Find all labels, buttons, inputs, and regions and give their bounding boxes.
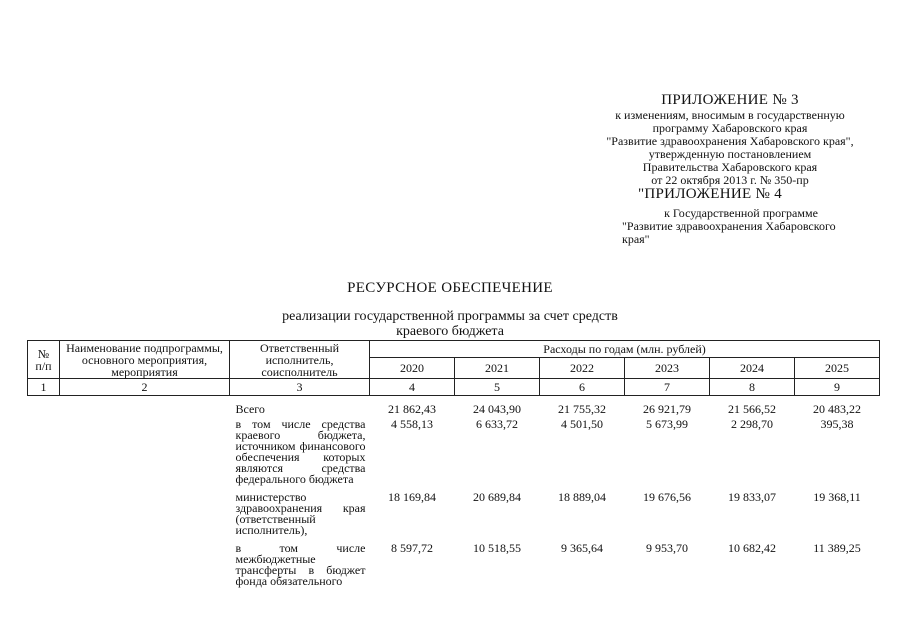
appendix-3-line: утвержденную постановлением bbox=[648, 147, 812, 161]
header-name: Наименование подпрограммы, основного мероприятия, мероприятия bbox=[60, 341, 230, 379]
row-value: 395,38 bbox=[820, 417, 854, 431]
row-value: 2 298,70 bbox=[731, 417, 773, 431]
row-value: 18 889,04 bbox=[558, 490, 606, 504]
heading-subtitle-2: краевого бюджета bbox=[396, 324, 504, 339]
row-value: 8 597,72 bbox=[391, 541, 433, 555]
row-value: 9 953,70 bbox=[646, 541, 688, 555]
row-value: 5 673,99 bbox=[646, 417, 688, 431]
header-year: 2021 bbox=[455, 358, 540, 379]
row-value: 19 368,11 bbox=[813, 490, 861, 504]
row-value: 26 921,79 bbox=[643, 402, 691, 416]
row-value: 9 365,64 bbox=[561, 541, 603, 555]
appendix-3-line: Правительства Хабаровского края bbox=[642, 160, 818, 174]
column-index: 5 bbox=[455, 379, 540, 396]
header-expenses: Расходы по годам (млн. рублей) bbox=[370, 341, 880, 358]
column-index: 7 bbox=[625, 379, 710, 396]
header-executor: Ответственный исполнитель, соисполнитель bbox=[230, 341, 370, 379]
column-index: 9 bbox=[795, 379, 880, 396]
row-value: 10 518,55 bbox=[473, 541, 521, 555]
appendix-4-title: "ПРИЛОЖЕНИЕ № 4 bbox=[637, 186, 782, 202]
appendix-3-line: программу Хабаровского края bbox=[652, 121, 808, 135]
table-row bbox=[28, 415, 880, 485]
column-index: 8 bbox=[710, 379, 795, 396]
row-value: 21 566,52 bbox=[728, 402, 776, 416]
column-index: 6 bbox=[540, 379, 625, 396]
heading-subtitle: реализации государственной программы за счет средств bbox=[282, 309, 618, 324]
column-index: 1 bbox=[28, 379, 60, 396]
row-label: в том числе средства краевого бюджета, источником финансового обеспечения которых являются средства федерального бюджета bbox=[235, 417, 366, 486]
appendix-3-block bbox=[585, 92, 875, 187]
column-index: 4 bbox=[370, 379, 455, 396]
row-value: 19 676,56 bbox=[643, 490, 691, 504]
header-year: 2023 bbox=[625, 358, 710, 379]
appendix-4-line: "Развитие здравоохранения Хабаровского bbox=[622, 219, 836, 233]
row-label: Всего bbox=[235, 402, 265, 416]
row-value: 4 558,13 bbox=[391, 417, 433, 431]
appendix-4-block bbox=[600, 186, 860, 246]
table-row bbox=[28, 536, 880, 587]
row-value: 21 755,32 bbox=[558, 402, 606, 416]
heading-title: РЕСУРСНОЕ ОБЕСПЕЧЕНИЕ bbox=[347, 280, 553, 296]
appendix-4-line: края" bbox=[622, 232, 650, 246]
resource-table bbox=[27, 340, 880, 587]
row-value: 6 633,72 bbox=[476, 417, 518, 431]
row-value: 4 501,50 bbox=[561, 417, 603, 431]
row-value: 21 862,43 bbox=[388, 402, 436, 416]
row-value: 24 043,90 bbox=[473, 402, 521, 416]
appendix-3-line: от 22 октября 2013 г. № 350-пр bbox=[651, 173, 809, 187]
row-label: министерство здравоохранения края (ответственный исполнитель), bbox=[235, 490, 366, 537]
row-value: 10 682,42 bbox=[728, 541, 776, 555]
column-index: 2 bbox=[60, 379, 230, 396]
header-year: 2020 bbox=[370, 358, 455, 379]
table-row bbox=[28, 485, 880, 536]
row-value: 20 483,22 bbox=[813, 402, 861, 416]
row-value: 11 389,25 bbox=[813, 541, 861, 555]
header-year: 2024 bbox=[710, 358, 795, 379]
appendix-4-text bbox=[600, 207, 860, 246]
row-value: 19 833,07 bbox=[728, 490, 776, 504]
header-year: 2022 bbox=[540, 358, 625, 379]
row-value: 18 169,84 bbox=[388, 490, 436, 504]
row-label: в том числе межбюджетные трансферты в бюджет фонда обязательного bbox=[235, 541, 366, 588]
table-row bbox=[28, 400, 880, 415]
header-num: № п/п bbox=[28, 341, 60, 379]
appendix-3-title: ПРИЛОЖЕНИЕ № 3 bbox=[661, 92, 799, 108]
column-index: 3 bbox=[230, 379, 370, 396]
document-heading bbox=[240, 280, 660, 339]
row-value: 20 689,84 bbox=[473, 490, 521, 504]
appendix-4-line: к Государственной программе bbox=[664, 206, 818, 220]
header-year: 2025 bbox=[795, 358, 880, 379]
appendix-3-line: к изменениям, вносимым в государственную bbox=[615, 108, 845, 122]
appendix-3-line: "Развитие здравоохранения Хабаровского края", bbox=[606, 134, 854, 148]
